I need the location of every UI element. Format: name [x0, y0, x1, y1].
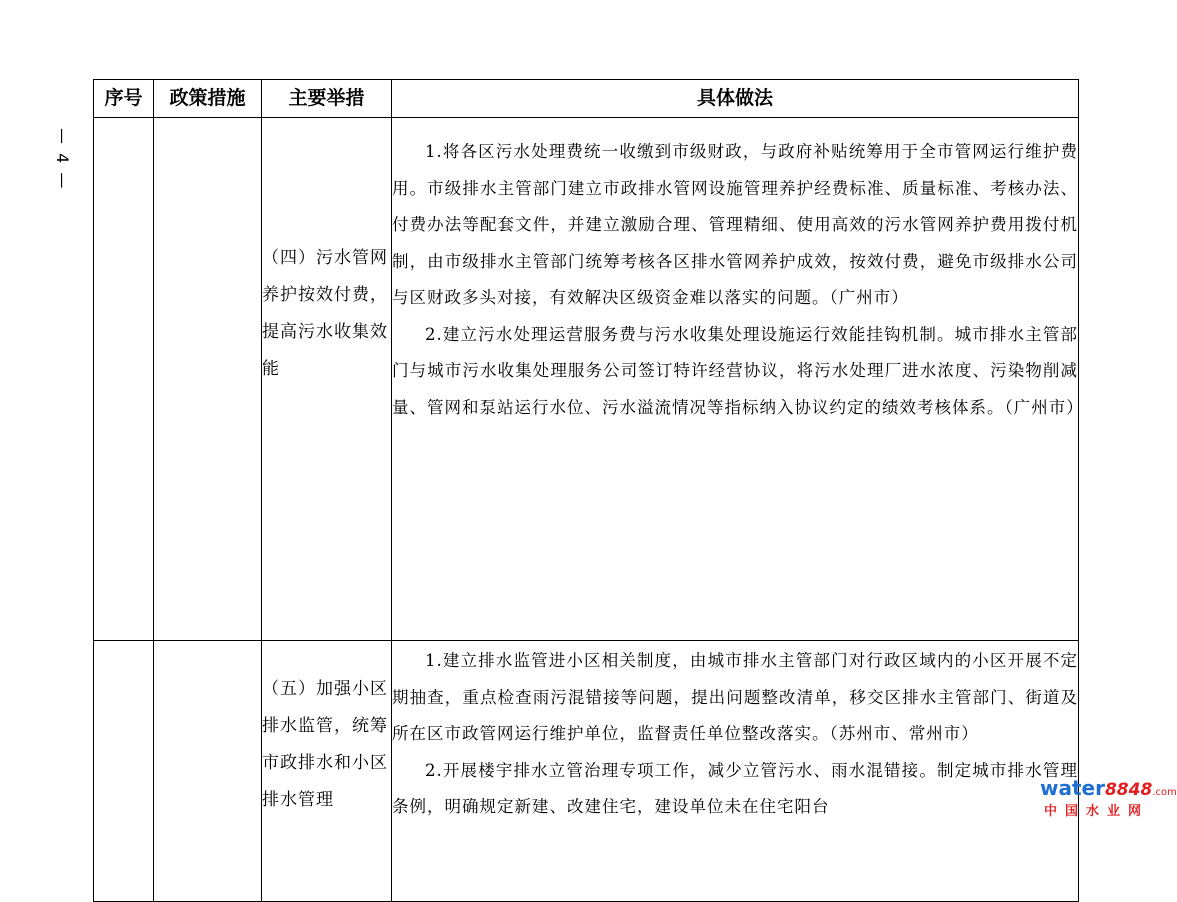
logo-number: 8848: [1104, 780, 1153, 800]
detail-cell: [392, 641, 1079, 902]
index-cell: [94, 641, 154, 902]
header-policy: 政策措施: [154, 80, 262, 118]
logo-word: water: [1040, 776, 1105, 800]
index-cell: [94, 118, 154, 641]
table-row: [94, 118, 1079, 641]
table-header-row: [94, 80, 1079, 118]
watermark-logo: [1040, 776, 1177, 819]
header-detail: 具体做法: [392, 80, 1079, 118]
table-row: [94, 641, 1079, 902]
detail-paragraph: 2.开展楼宇排水立管治理专项工作，减少立管污水、雨水混错接。制定城市排水管理条例，明确规定新建、改建住宅，建设单位未在住宅阳台: [392, 760, 1078, 816]
policy-cell: [154, 118, 262, 641]
header-index: 序号: [94, 80, 154, 118]
detail-paragraph: 1.建立排水监管进小区相关制度，由城市排水主管部门对行政区域内的小区开展不定期抽查，重点检查雨污混错接等问题，提出问题整改清单，移交区排水主管部门、街道及所在区市政管网运行维护单位，监督责任单位整改落实。（苏州市、常州市）: [392, 651, 1078, 743]
logo-brand: [1040, 776, 1177, 803]
policy-table: [93, 79, 1084, 902]
measure-cell: （四）污水管网养护按效付费，提高污水收集效能: [262, 118, 392, 641]
detail-paragraph: 2.建立污水处理运营服务费与污水收集处理设施运行效能挂钩机制。城市排水主管部门与城市污水收集处理服务公司签订特许经营协议，将污水处理厂进水浓度、污染物削减量、管网和泵站运行水位、污水溢流情况等指标纳入协议约定的绩效考核体系。（广州市）: [392, 324, 1084, 417]
page-number: — 4 —: [53, 128, 72, 191]
measure-cell: （五）加强小区排水监管，统筹市政排水和小区排水管理: [262, 641, 392, 902]
logo-suffix: .com: [1152, 787, 1177, 798]
header-measure: 主要举措: [262, 80, 392, 118]
detail-cell: [392, 118, 1084, 641]
detail-paragraph: 1.将各区污水处理费统一收缴到市级财政，与政府补贴统筹用于全市管网运行维护费用。市级排水主管部门建立市政排水管网设施管理养护经费标准、质量标准、考核办法、付费办法等配套文件，并建立激励合理、管理精细、使用高效的污水管网养护费用拨付机制，由市级排水主管部门统筹考核各区排水管网养护成效，按效付费，避免市级排水公司与区财政多头对接，有效解决区级资金难以落实的问题。（广州市）: [392, 142, 1078, 307]
policy-cell: [154, 641, 262, 902]
logo-cn: 中国水业网: [1044, 804, 1150, 819]
